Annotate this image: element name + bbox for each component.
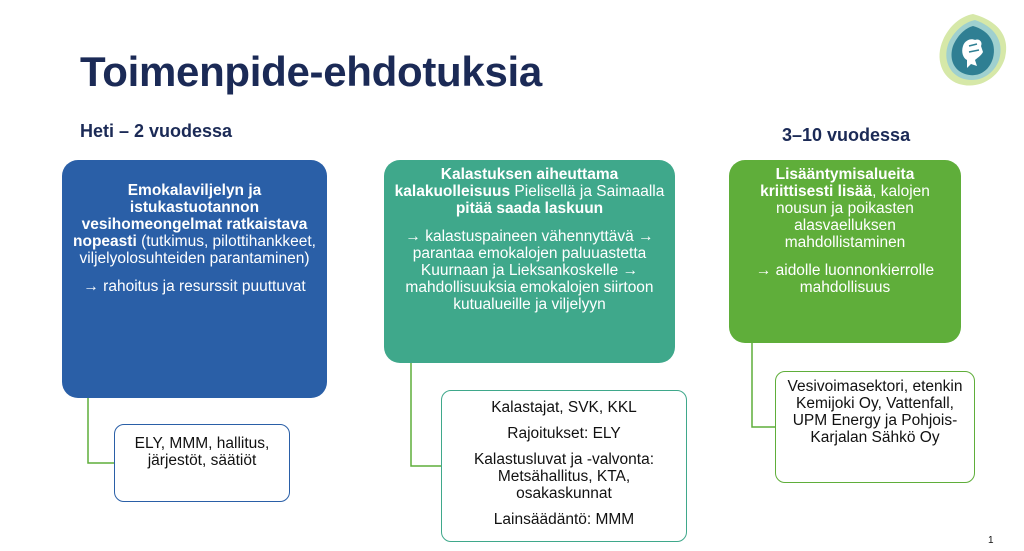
card-teal-bold-text-1: Kalastuksen aiheuttama kalakuolleisuus [394,166,619,200]
actors-fishing-line-3: Kalastusluvat ja -valvonta: Metsähallitus, KTA, osakaskunnat [473,451,655,502]
card-teal-bold-text-2: pitää saada laskuun [455,200,604,217]
arrow-right-icon: → [638,228,654,245]
actors-hatchery [114,424,290,502]
arrow-right-icon: → [405,228,421,245]
actors-hatchery-text: ELY, MMM, hallitus, järjestöt, säätiöt [134,435,270,469]
card-hatchery-water-mould [62,160,327,398]
slide-title: Toimenpide-ehdotuksia [80,48,542,95]
card-teal-point-1: kalastuspaineen vähennyttävä [425,228,634,245]
card-teal-point-2: parantaa emokalojen paluuastetta Kuurnaan ja Lieksankoskelle [412,245,647,279]
card-green-note: aidolle luonnonkierrolle mahdollisuus [775,262,935,296]
card-teal-normal-text: Pielisellä ja Saimaalla [514,183,665,200]
arrow-right-icon: → [83,278,99,295]
timeframe-short-term: Heti – 2 vuodessa [80,121,233,141]
connector-blue [88,398,114,463]
arrow-right-icon: → [755,262,772,279]
actors-fishing-line-2: Rajoitukset: ELY [507,425,621,442]
page-number: 1 [988,535,994,546]
timeframe-long-term: 3–10 vuodessa [782,125,911,145]
arrow-right-icon: → [622,262,639,279]
connector-teal [411,363,441,466]
card-spawning-areas [729,160,961,343]
connector-green [752,343,775,427]
card-fishing-mortality [384,160,675,363]
card-blue-bold-text: Emokalaviljelyn ja istukastuotannon vesihomeongelmat ratkaistava nopeasti [73,182,308,250]
card-teal-point-3: mahdollisuuksia emokalojen siirtoon kutualueille ja viljelyyn [405,279,654,313]
actors-fishing-line-1: Kalastajat, SVK, KKL [491,399,637,416]
actors-fishing-line-4: Lainsäädäntö: MMM [493,511,635,528]
card-blue-note: rahoitus ja resurssit puuttuvat [103,278,306,295]
actors-fishing [441,390,687,542]
card-green-normal-text: , kalojen nousun ja poikasten alasvaelluksen mahdollistaminen [776,183,930,251]
card-blue-normal-text: (tutkimus, pilottihankkeet, viljelyolosuhteiden parantaminen) [79,233,316,267]
actors-hydropower [775,371,975,483]
actors-hydropower-text: Vesivoimasektori, etenkin Kemijoki Oy, Vattenfall, UPM Energy ja Pohjois-Karjalan Sähkö Oy [787,378,963,446]
card-green-bold-text: Lisääntymisalueita kriittisesti lisää [760,166,915,200]
